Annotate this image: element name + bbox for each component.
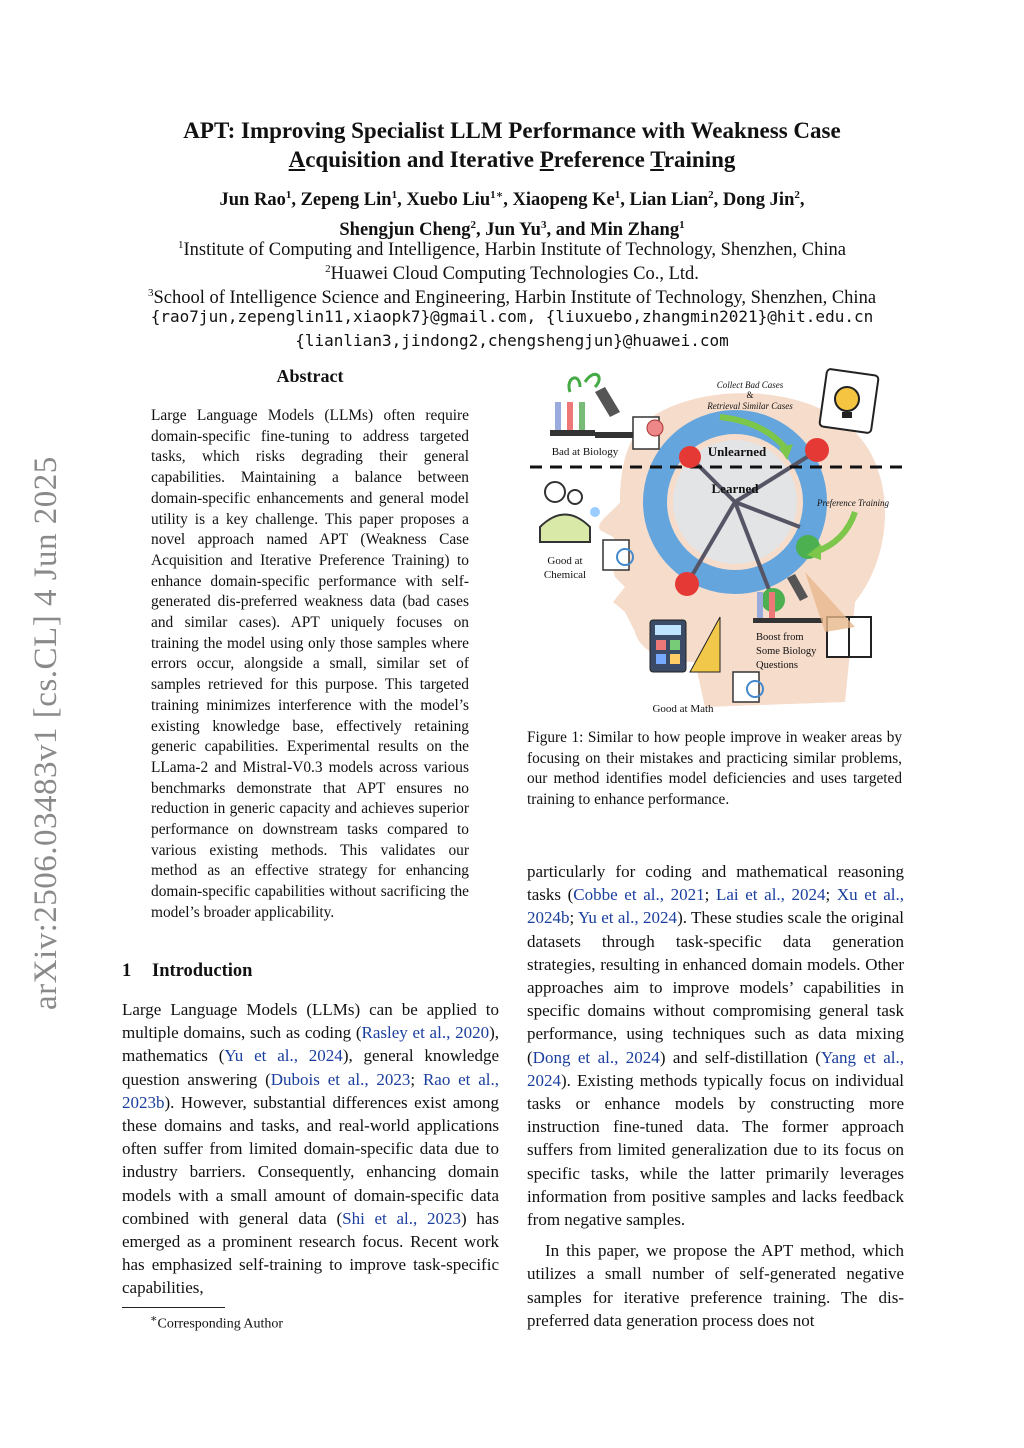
label-amp: &	[746, 390, 754, 400]
abstract-text: Large Language Models (LLMs) often require domain-specific fine-tuning to address targeted tasks, which risks degrading their general capabilities. Maintaining a balance between domain-specific enhancements and general model utility is a key challenge. This paper proposes a novel approach named APT (Weakness Case Acquisition and Iterative Preference Training) to enhance domain-specific performance with self-generated dis-preferred weakness data (bad cases and similar cases). APT uniquely focuses on training the model using only those samples where errors occur, alongside a small, similar set of samples retrieved for this purpose. This targeted training minimizes interference with the model’s existing knowledge base, effectively retaining generic capabilities. Experimental results on the LLama-2 and Mistral-V0.3 models across various benchmarks demonstrate that APT ensures no reduction in generic capacity and achieves superior performance on downstream tasks compared to various existing methods. This validates our method as an effective strategy for enhancing domain-specific capabilities without sacrificing the model’s broader applicability.	[151, 407, 469, 921]
citation-link[interactable]: Shi et al., 2023	[342, 1208, 461, 1228]
citation-link[interactable]: Cobbe et al., 2021	[573, 885, 705, 905]
author: Shengjun Cheng$^2$	[339, 219, 476, 241]
author: Jun Yu$^3$	[485, 219, 547, 241]
arxiv-identifier: arXiv:2506.03483v1 [cs.CL] 4 Jun 2025	[28, 456, 64, 1010]
label-unlearned: Unlearned	[707, 444, 767, 459]
intro-paragraph-2: particularly for coding and mathematical reasoning tasks (Cobbe et al., 2021; Lai et al., 2024; Xu et al., 2024b; Yu et al., 2024). These studies scale the original datasets through task-specific data generation strategies, resulting in enhanced domain models. Other approaches aim to improve models’ capabilities in specific domains without compromising general task performance, using techniques such as data mixing (Dong et al., 2024) and self-distillation (Yang et al., 2024). Existing methods typically focus on individual tasks or enhance models by constructing more instruction fine-tuned data. The former approach suffers from limited generalization due to its focus on specific tasks, while the latter primarily leverages information from positive samples and lacks feedback from negative samples.	[527, 862, 905, 1230]
author-list: Jun Rao$^1$, Zepeng Lin$^1$, Xuebo Liu$^{1∗}$, Xiaopeng Ke$^1$, Lian Lian$^2$, Dong Jin$^2$, Shengjun Cheng$^2$, Jun Yu$^3$, and Min Zhang$^1$	[219, 189, 805, 241]
intro-left-column	[122, 998, 499, 1300]
author: and Min Zhang$^1$	[555, 219, 685, 241]
node-red	[679, 446, 701, 468]
author: Jun Rao$^1$	[219, 189, 292, 211]
figure-caption: Figure 1: Similar to how people improve in weaker areas by focusing on their mistakes and practicing similar problems, our method identifies model deficiencies and uses targeted training to enhance performance.	[527, 729, 902, 809]
section-title: Introduction	[152, 961, 253, 981]
label-collect: Collect Bad Cases	[716, 380, 784, 390]
checklist-icon	[603, 540, 633, 570]
title-segment: raining	[663, 147, 736, 172]
label-boost-3: Questions	[756, 660, 798, 671]
microscope-icon	[550, 374, 635, 438]
affiliation-3: $^3$School of Intelligence Science and Engineering, Harbin Institute of Technology, Shenzhen, China	[147, 287, 877, 309]
citation-link[interactable]: Yu et al., 2024	[577, 908, 678, 928]
label-preference: Preference Training	[816, 498, 890, 508]
title-segment: reference	[553, 147, 651, 172]
abstract-heading: Abstract	[276, 366, 344, 386]
document-icon	[633, 417, 663, 449]
footnote: ∗Corresponding Author	[150, 1313, 284, 1332]
node-red	[805, 438, 829, 462]
title-line-2	[100, 145, 924, 174]
author: Xiaopeng Ke$^1$	[512, 189, 621, 211]
affiliation-1: $^1$Institute of Computing and Intelligence, Harbin Institute of Technology, Shenzhen, China	[177, 239, 846, 261]
author: Lian Lian$^2$	[629, 189, 714, 211]
title-initial: P	[539, 147, 554, 172]
label-retrieve: Retrieval Similar Cases	[707, 401, 793, 411]
citation-link[interactable]: Yu et al., 2024	[224, 1046, 343, 1066]
label-boost-2: Some Biology	[756, 646, 817, 657]
author: Dong Jin$^2$	[722, 189, 800, 211]
checklist-icon	[733, 672, 763, 702]
affiliation-2: $^2$Huawei Cloud Computing Technologies Co., Ltd.	[325, 263, 699, 285]
section-number: 1	[122, 961, 132, 981]
citation-link[interactable]: Lai et al., 2024	[715, 885, 826, 905]
title-initial: T	[650, 147, 664, 172]
node-red	[675, 572, 699, 596]
title-segment: cquisition and Iterative	[305, 147, 540, 172]
paper-title	[100, 116, 924, 174]
author: Zepeng Lin$^1$	[300, 189, 398, 211]
figure-1	[525, 362, 915, 717]
label-good-chem-2: Chemical	[543, 569, 587, 581]
citation-link[interactable]: Dubois et al., 2023	[270, 1069, 411, 1089]
email-line-2: {lianlian3,jindong2,chengshengjun}@huawei.com	[295, 331, 729, 350]
citation-link[interactable]: Rasley et al., 2020	[361, 1023, 490, 1043]
citation-link[interactable]: Xu et al., 2024b	[527, 885, 904, 928]
title-line-1: APT: Improving Specialist LLM Performance with Weakness Case	[183, 118, 841, 143]
citation-link[interactable]: Yang et al., 2024	[527, 1047, 904, 1090]
intro-right-column	[527, 860, 904, 1332]
label-boost-1: Boost from	[756, 632, 804, 643]
author: Xuebo Liu$^{1∗}$	[406, 189, 504, 211]
chemistry-icon	[540, 482, 600, 542]
footnote-rule	[122, 1307, 225, 1308]
label-learned: Learned	[711, 481, 759, 496]
title-initial: A	[288, 147, 306, 172]
label-good-math: Good at Math	[652, 703, 714, 715]
label-good-chem-1: Good at	[547, 555, 583, 567]
label-bad-biology: Bad at Biology	[551, 446, 619, 458]
citation-link[interactable]: Dong et al., 2024	[532, 1047, 660, 1067]
section-heading	[122, 961, 252, 982]
intro-paragraph-3: In this paper, we propose the APT method, which utilizes a small number of self-generated negative samples for iterative preference training. The dis-preferred data generation process does not	[527, 1241, 904, 1330]
email-line-1: {rao7jun,zepenglin11,xiaopk7}@gmail.com, {liuxuebo,zhangmin2021}@hit.edu.cn	[150, 307, 874, 326]
intro-paragraph-1: Large Language Models (LLMs) can be applied to multiple domains, such as coding (Rasley et al., 2020), mathematics (Yu et al., 2024), general knowledge question answering (Dubois et al., 2023; Rao et al., 2023b). However, substantial differences exist among these domains and tasks, and real-world applications often suffer from limited domain-specific data due to industry barriers. Consequently, enhancing domain models with a small amount of domain-specific data combined with general data (Shi et al., 2023) has emerged as a prominent research focus. Recent work has emphasized self-training to improve task-specific capabilities,	[122, 1000, 500, 1298]
lightbulb-icon	[819, 369, 879, 434]
citation-link[interactable]: Rao et al., 2023b	[122, 1069, 499, 1112]
